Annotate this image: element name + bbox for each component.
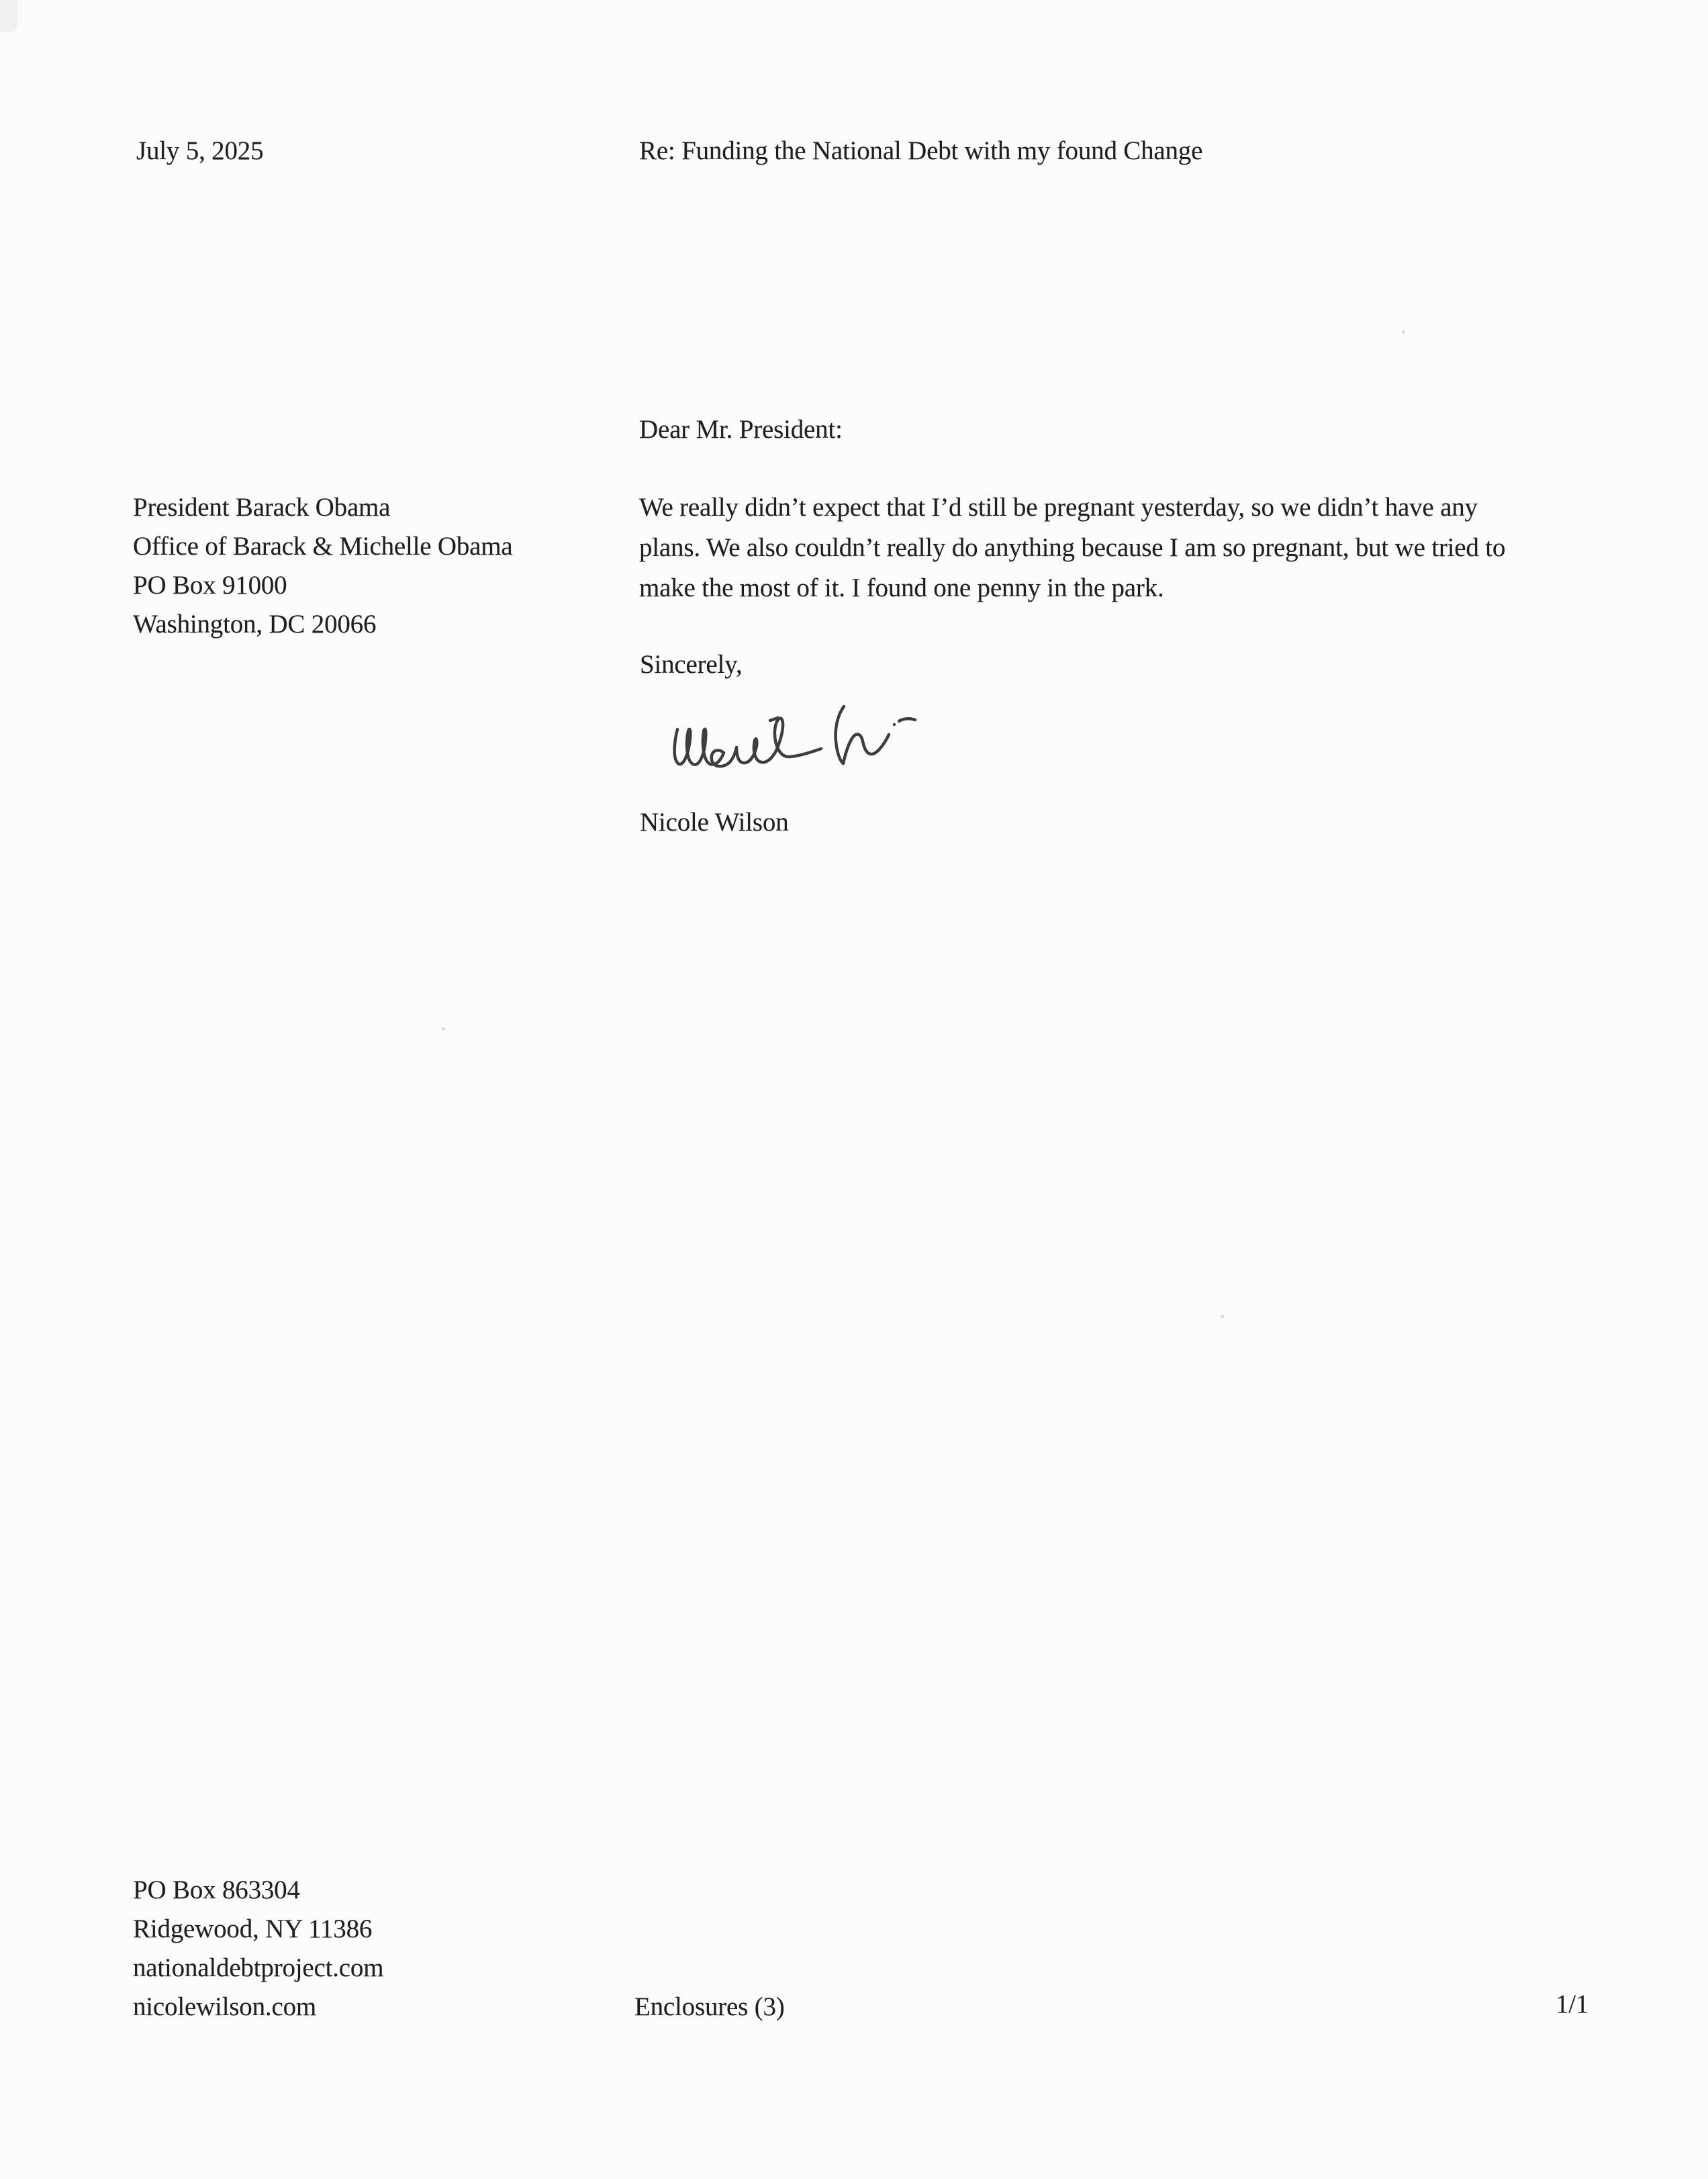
recipient-line: Washington, DC 20066 <box>133 610 377 639</box>
sender-line: nicolewilson.com <box>133 1992 316 2021</box>
scan-artifact-corner <box>0 0 17 32</box>
recipient-line: Office of Barack & Michelle Obama <box>133 532 513 561</box>
body-line: plans. We also couldn’t really do anything because I am so pregnant, but we tried to <box>639 533 1506 562</box>
signature-stroke-second <box>836 706 889 763</box>
body-line: We really didn’t expect that I’d still be pregnant yesterday, so we didn’t have any <box>639 493 1478 522</box>
recipient-line: President Barack Obama <box>133 493 391 522</box>
page-number: 1/1 <box>1556 1990 1589 2019</box>
enclosures-note: Enclosures (3) <box>634 1992 785 2021</box>
sender-line: nationaldebtproject.com <box>133 1953 384 1982</box>
sender-line: Ridgewood, NY 11386 <box>133 1914 373 1943</box>
signature-dot <box>893 723 896 726</box>
signature-dash-end <box>899 718 915 721</box>
recipient-line: PO Box 91000 <box>133 571 287 600</box>
closing: Sincerely, <box>640 650 743 679</box>
scan-speck <box>1221 1315 1224 1318</box>
subject-line: Re: Funding the National Debt with my found Change <box>639 136 1203 165</box>
salutation: Dear Mr. President: <box>639 415 843 444</box>
sender-line: PO Box 863304 <box>133 1875 300 1904</box>
scan-speck <box>1402 330 1405 334</box>
letter-date: July 5, 2025 <box>136 136 264 165</box>
body-line: make the most of it. I found one penny in the park. <box>639 573 1164 602</box>
handwritten-signature <box>668 697 937 798</box>
scan-speck <box>442 1027 445 1031</box>
signer-name: Nicole Wilson <box>640 808 789 837</box>
signature-stroke-main <box>675 718 821 767</box>
